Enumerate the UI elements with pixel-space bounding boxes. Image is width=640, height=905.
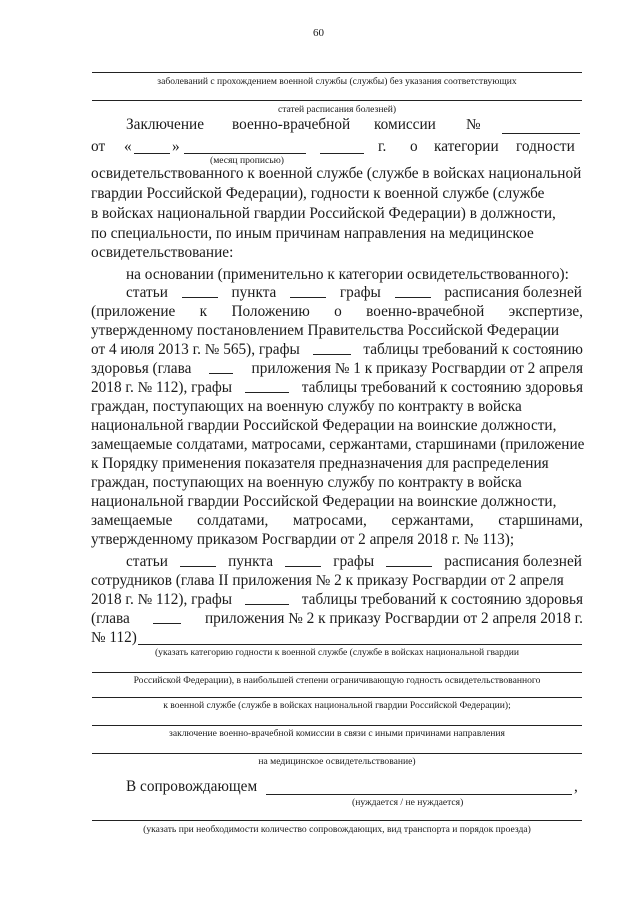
paragraph-line: замещаемые солдатами, матросами, сержантами, старшинами,	[91, 512, 583, 529]
conclusion-word: Заключение	[126, 116, 205, 133]
rule-line	[92, 697, 582, 698]
rule-line	[92, 672, 582, 673]
conclusion-word: военно-врачебной	[232, 116, 351, 133]
paragraph-line: от 4 июля 2013 г. № 565), графы таблицы требований к состоянию	[91, 341, 583, 358]
paragraph-line: освидетельствование:	[91, 244, 234, 261]
page-number: 60	[313, 27, 324, 39]
paragraph-line: к Порядку применения показателя предназначения для распределения	[91, 455, 549, 472]
top-note-line2: статей расписания болезней)	[277, 104, 397, 115]
blank-line	[134, 153, 170, 154]
paragraph-line: граждан, поступающих на военную службу по контракту в войска	[91, 474, 522, 491]
paragraph-line: по специальности, по иным причинам направления на медицинское	[91, 225, 534, 242]
quote-close: »	[172, 138, 180, 155]
blank-line	[184, 153, 306, 154]
rule-line	[92, 72, 582, 73]
note-line: к военной службе (службе в войсках национальной гвардии Российской Федерации);	[163, 700, 511, 711]
date-word: годности	[516, 138, 575, 155]
paragraph-line: (приложение к Положению о военно-врачебной экспертизе,	[91, 303, 583, 320]
paragraph-line: освидетельствованного к военной службе (службе в войсках национальной	[91, 165, 582, 182]
quote-open: «	[124, 138, 132, 155]
note-line: Российской Федерации), в наибольшей степени ограничивающую годность освидетельствованного	[133, 675, 541, 686]
note-line: (указать категорию годности к военной службе (службе в войсках национальной гвардии	[154, 647, 520, 658]
top-note-line1: заболеваний с прохождением военной службы (службы) без указания соответствующих	[157, 76, 517, 87]
note-line: на медицинское освидетельствование)	[258, 756, 416, 767]
paragraph-line: национальной гвардии Российской Федерации на воинские должности,	[91, 417, 557, 434]
date-word: г.	[378, 138, 387, 155]
rule-line	[92, 753, 582, 754]
paragraph-line: 2018 г. № 112), графы таблицы требований к состоянию здоровья	[91, 591, 583, 608]
paragraph-line: № 112)	[91, 629, 137, 646]
paragraph-line: граждан, поступающих на военную службу по контракту в войска	[91, 398, 522, 415]
rule-line	[92, 100, 582, 101]
paragraph-line: национальной гвардии Российской Федерации на воинские должности,	[91, 493, 557, 510]
paragraph-line: гвардии Российской Федерации), годности к военной службе (службе	[91, 185, 545, 202]
number-sign: №	[466, 116, 481, 133]
escort-bottom-note: (указать при необходимости количество сопровождающих, вид транспорта и порядок проезда)	[143, 824, 531, 835]
blank-line	[502, 133, 580, 134]
date-word: категории	[434, 138, 499, 155]
paragraph-line: утвержденному постановлением Правительства Российской Федерации	[91, 322, 560, 339]
escort-note: (нуждается / не нуждается)	[352, 797, 464, 808]
blank-line	[266, 794, 572, 795]
paragraph-line: статьи пункта графы расписания болезней	[126, 284, 582, 301]
paragraph-line: статьи пункта графы расписания болезней	[126, 553, 582, 570]
rule-line	[92, 820, 582, 821]
note-line: заключение военно-врачебной комиссии в связи с иными причинами направления	[169, 728, 505, 739]
paragraph-line: сотрудников (глава II приложения № 2 к приказу Росгвардии от 2 апреля	[91, 572, 564, 589]
paragraph-line: (глава приложения № 2 к приказу Росгвардии от 2 апреля 2018 г.	[91, 610, 583, 627]
paragraph-line: здоровья (глава приложения № 1 к приказу Росгвардии от 2 апреля	[91, 360, 583, 377]
escort-label: В сопровождающем	[126, 778, 258, 795]
blank-line	[138, 644, 582, 645]
escort-comma: ,	[574, 778, 578, 795]
paragraph-line: замещаемые солдатами, матросами, сержантами, старшинами (приложение	[91, 436, 585, 453]
paragraph-line: в войсках национальной гвардии Российской Федерации) в должности,	[91, 205, 556, 222]
date-word: о	[410, 138, 418, 155]
rule-line	[92, 725, 582, 726]
month-note: (месяц прописью)	[210, 155, 284, 166]
basis-line: на основании (применительно к категории освидетельствованного):	[126, 266, 569, 283]
paragraph-line: утвержденному приказом Росгвардии от 2 апреля 2018 г. № 113);	[91, 531, 515, 548]
conclusion-word: комиссии	[374, 116, 436, 133]
paragraph-line: 2018 г. № 112), графы таблицы требований к состоянию здоровья	[91, 379, 583, 396]
date-word: от	[91, 138, 106, 155]
blank-line	[320, 153, 364, 154]
